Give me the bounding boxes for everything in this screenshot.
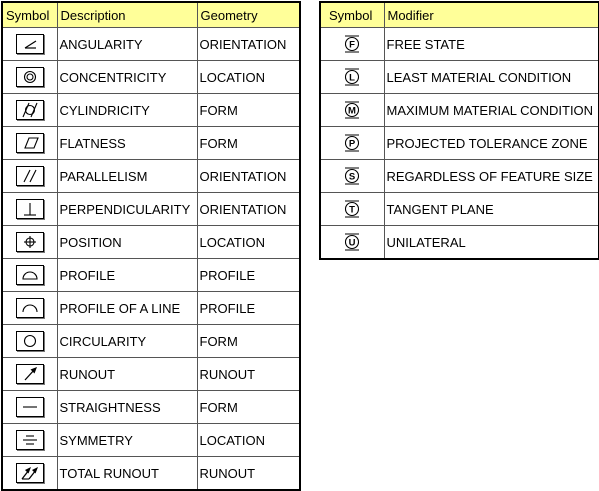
description-cell: FLATNESS — [57, 127, 197, 160]
profile-surface-icon — [16, 265, 44, 285]
geometry-cell: RUNOUT — [197, 358, 300, 391]
modifier-cell: TANGENT PLANE — [384, 193, 599, 226]
modifier-cell: LEAST MATERIAL CONDITION — [384, 61, 599, 94]
description-cell: RUNOUT — [57, 358, 197, 391]
description-cell: PERPENDICULARITY — [57, 193, 197, 226]
table-row — [320, 94, 599, 127]
geometry-cell: ORIENTATION — [197, 28, 300, 61]
table-row — [2, 391, 300, 424]
table-row — [2, 94, 300, 127]
description-cell: CONCENTRICITY — [57, 61, 197, 94]
table-row — [2, 160, 300, 193]
geometry-cell: PROFILE — [197, 292, 300, 325]
modifier-letter: F — [349, 39, 356, 51]
geometry-cell: FORM — [197, 391, 300, 424]
description-cell: PROFILE — [57, 259, 197, 292]
description-cell: CIRCULARITY — [57, 325, 197, 358]
geometry-cell: LOCATION — [197, 226, 300, 259]
description-cell: CYLINDRICITY — [57, 94, 197, 127]
modifier-cell: FREE STATE — [384, 28, 599, 61]
geometry-cell: LOCATION — [197, 61, 300, 94]
description-cell: ANGULARITY — [57, 28, 197, 61]
table-row — [320, 226, 599, 260]
table-row — [320, 160, 599, 193]
header-row — [320, 2, 599, 28]
geometry-cell: ORIENTATION — [197, 160, 300, 193]
modifier-cell: REGARDLESS OF FEATURE SIZE — [384, 160, 599, 193]
table-row — [2, 193, 300, 226]
table-row — [2, 292, 300, 325]
table-row — [320, 127, 599, 160]
header-row — [2, 2, 300, 28]
table-row — [2, 457, 300, 491]
concentricity-icon — [16, 67, 44, 87]
description-cell: POSITION — [57, 226, 197, 259]
projected-tolerance-icon — [342, 132, 362, 154]
geometry-cell: FORM — [197, 94, 300, 127]
runout-icon — [16, 364, 44, 384]
description-cell: TOTAL RUNOUT — [57, 457, 197, 491]
circularity-icon — [16, 331, 44, 351]
modifier-cell: UNILATERAL — [384, 226, 599, 260]
geometry-cell: FORM — [197, 325, 300, 358]
position-icon — [16, 232, 44, 252]
straightness-icon — [16, 397, 44, 417]
geometry-cell: LOCATION — [197, 424, 300, 457]
table-row — [2, 127, 300, 160]
modifier-cell: PROJECTED TOLERANCE ZONE — [384, 127, 599, 160]
modifier-letter: M — [348, 105, 357, 117]
geometry-cell: FORM — [197, 127, 300, 160]
description-cell: PARALLELISM — [57, 160, 197, 193]
modifier-letter: S — [349, 171, 356, 183]
parallelism-icon — [16, 166, 44, 186]
total-runout-icon — [16, 463, 44, 483]
header-geometry: Geometry — [197, 2, 300, 28]
modifier-letter: P — [349, 138, 356, 150]
table-row — [2, 325, 300, 358]
table-row — [2, 61, 300, 94]
table-row — [2, 259, 300, 292]
header-description: Description — [57, 2, 197, 28]
free-state-icon — [342, 33, 362, 55]
flatness-icon — [16, 133, 44, 153]
modifier-letter: U — [348, 237, 356, 249]
description-cell: STRAIGHTNESS — [57, 391, 197, 424]
least-material-icon — [342, 66, 362, 88]
unilateral-icon — [342, 231, 362, 253]
header-symbol: Symbol — [2, 2, 57, 28]
header-modifier: Modifier — [384, 2, 599, 28]
geometry-cell: ORIENTATION — [197, 193, 300, 226]
table-row — [320, 28, 599, 61]
gdt-symbol-table — [1, 1, 301, 491]
perpendicularity-icon — [16, 199, 44, 219]
description-cell: PROFILE OF A LINE — [57, 292, 197, 325]
regardless-feature-size-icon — [342, 165, 362, 187]
cylindricity-icon — [16, 100, 44, 120]
modifier-letter: L — [349, 72, 356, 84]
tangent-plane-icon — [342, 198, 362, 220]
angularity-icon — [16, 34, 44, 54]
description-cell: SYMMETRY — [57, 424, 197, 457]
maximum-material-icon — [342, 99, 362, 121]
modifier-table — [319, 1, 599, 260]
table-row — [320, 61, 599, 94]
symmetry-icon — [16, 430, 44, 450]
geometry-cell: RUNOUT — [197, 457, 300, 491]
profile-line-icon — [16, 298, 44, 318]
modifier-letter: T — [349, 204, 356, 216]
table-row — [320, 193, 599, 226]
table-row — [2, 358, 300, 391]
table-row — [2, 226, 300, 259]
modifier-cell: MAXIMUM MATERIAL CONDITION — [384, 94, 599, 127]
geometry-cell: PROFILE — [197, 259, 300, 292]
header-symbol: Symbol — [320, 2, 384, 28]
table-row — [2, 28, 300, 61]
table-row — [2, 424, 300, 457]
